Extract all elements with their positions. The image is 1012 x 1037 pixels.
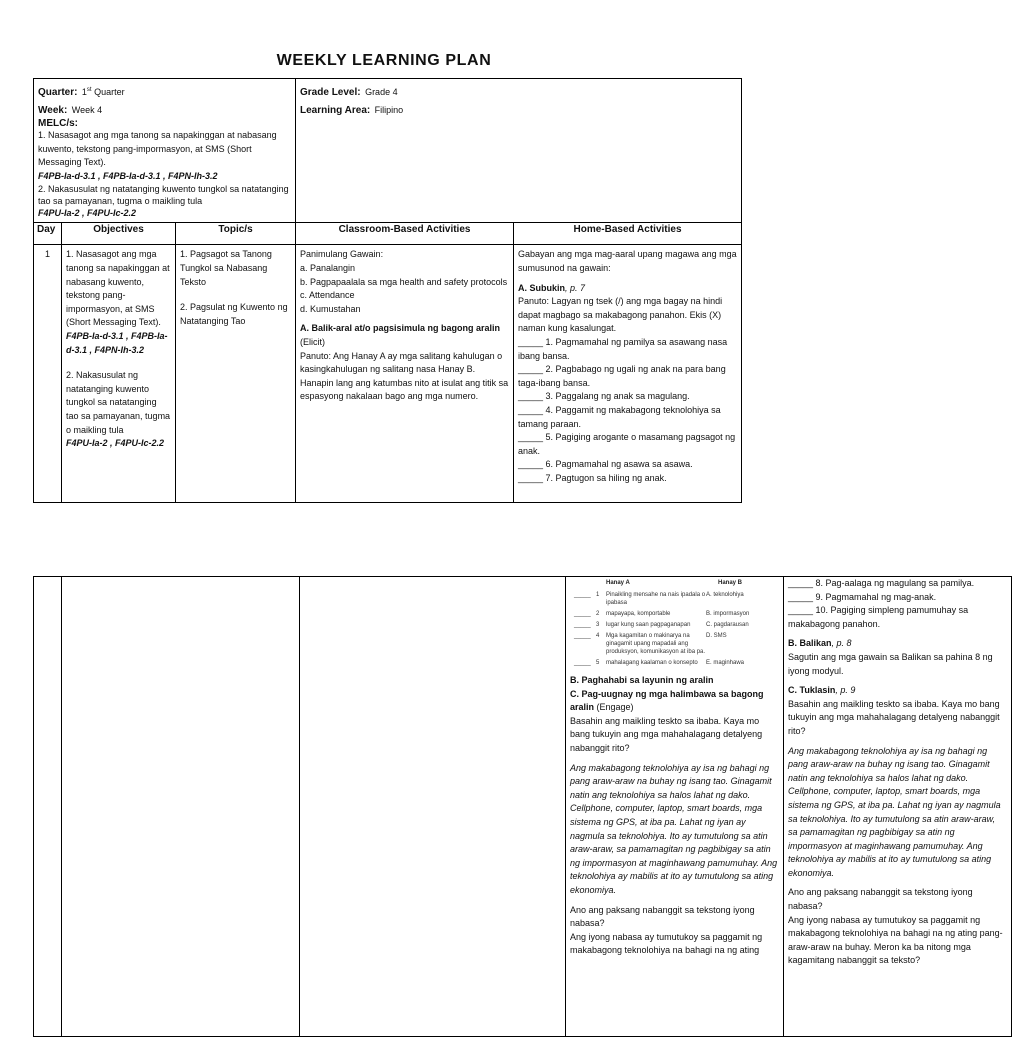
info-left-cell [34, 79, 296, 223]
matching-row: _____ 4 Mga kagamitan o makinarya na ginagamit upang mapadali ang produksyon, komunikasyon at iba pa. D. SMS [574, 633, 727, 655]
week-label: Week: [38, 105, 68, 116]
topic-1: 1. Pagsagot sa Tanong Tungkol sa Nabasang Teksto [180, 249, 272, 287]
header-home: Home-Based Activities [514, 223, 742, 245]
page-title: WEEKLY LEARNING PLAN [276, 52, 492, 69]
classroom-intro: Panimulang Gawain: [300, 249, 384, 260]
classroom-cell [296, 245, 514, 503]
week-value: Week 4 [71, 105, 103, 115]
home-item-7: _____ 7. Pagtugon sa hiling ng anak. [518, 472, 667, 483]
day-cell: 1 [34, 245, 62, 503]
quarter-label: Quarter: [38, 87, 78, 98]
plan-table-page-2 [33, 576, 1012, 1037]
home-section-b-heading: B. Balikan, p. 8 [788, 638, 852, 649]
melc-2: 2. Nakasusulat ng natatanging kuwento tungkol sa natatanging tao sa pamayanan, tugma o maikling tula [38, 184, 289, 207]
topics-cell [176, 245, 296, 503]
classroom-passage: Ang makabagong teknolohiya ay isa ng bahagi ng pang araw-araw na buhay ng isang tao. Ginagamit natin ang teknolohiya sa halos lahat ng dako. Cellphone, computer, laptop, smart boards, mga sistema ng GPS, at iba pa. Lahat ng iyan ay nagmula sa teknolohiya. Ito ay tumutulong sa atin araw-araw, sa pamamagitan ng pagbibigay sa atin ng impormasyon at maginhawang pamumuhay. Ang teknolohiya ay mabilis at ito ay tumutulong sa ating ekonomiya. [570, 762, 778, 895]
home-section-c-text: Basahin ang maikling teskto sa ibaba. Kaya mo bang tukuyin ang mga mahahalagang detalyeng nabanggit rito? [788, 698, 1000, 736]
home-section-a-heading: A. Subukin, p. 7 [518, 282, 586, 293]
quarter-value: 1st Quarter [81, 87, 125, 97]
classroom-section-b-title: B. Paghahabi sa layunin ng aralin [570, 675, 714, 685]
classroom-section-a-text: Panuto: Ang Hanay A ay mga salitang kahulugan o kasingkahulugan ng salitang nasa Hanay B. Hanapin lang ang katumbas nito at isulat ang titik sa espasyong nakalaan bago ang mga numero. [300, 350, 509, 402]
classroom-item-c: c. Attendance [300, 290, 355, 301]
info-right-cell [296, 79, 742, 223]
home-question-1: Ano ang paksang nabanggit sa tekstong iyong nabasa? [788, 887, 973, 912]
objectives-cell-continued [62, 577, 300, 1037]
home-item-3: _____ 3. Paggalang ng anak sa magulang. [518, 391, 690, 402]
home-item-8: _____ 8. Pag-aalaga ng magulang sa pamilya. [788, 578, 975, 588]
header-classroom: Classroom-Based Activities [296, 223, 514, 245]
area-label: Learning Area: [300, 105, 371, 116]
header-day: Day [34, 223, 62, 245]
classroom-question-2: Ang iyong nabasa ay tumutukoy sa paggamit ng makabagong teknolohiya na bahagi na ng ating [570, 931, 763, 956]
grade-label: Grade Level: [300, 87, 361, 98]
classroom-section-a-elicit: (Elicit) [300, 336, 326, 347]
header-objectives: Objectives [62, 223, 176, 245]
home-item-6: _____ 6. Pagmamahal ng asawa sa asawa. [518, 459, 693, 470]
objective-1: 1. Nasasagot ang mga tanong sa napakinggan at nabasang kuwento, tekstong pang-impormasyon, at SMS (Short Messaging Text). [66, 249, 170, 328]
topic-2: 2. Pagsulat ng Kuwento ng Natatanging Tao [180, 302, 288, 326]
home-item-2: _____ 2. Pagbabago ng ugali ng anak na para bang taga-ibang bansa. [518, 364, 726, 388]
classroom-question-1: Ano ang paksang nabanggit sa tekstong iyong nabasa? [570, 904, 755, 929]
home-section-c-heading: C. Tuklasin, p. 9 [788, 685, 856, 696]
matching-header-b: Hanay B [718, 580, 743, 586]
home-item-4: _____ 4. Paggamit ng makabagong teknolohiya sa tamang paraan. [518, 404, 721, 429]
objectives-cell [62, 245, 176, 503]
day-cell-continued [34, 577, 62, 1037]
classroom-section-c-heading: C. Pag-uugnay ng mga halimbawa sa bagong aralin (Engage) [570, 688, 764, 713]
matching-header-a: Hanay A [606, 580, 630, 586]
home-item-9: _____ 9. Pagmamahal ng mag-anak. [788, 591, 937, 602]
home-section-a-text: Panuto: Lagyan ng tsek (/) ang mga bagay na hindi dapat magbago sa makabagong panahon. Ekis (X) naman kung kasalungat. [518, 296, 723, 334]
home-cell [514, 245, 742, 503]
area-value: Filipino [374, 105, 404, 115]
classroom-section-a-title: A. Balik-aral at/o pagsisimula ng bagong aralin [300, 323, 501, 334]
classroom-cell-continued [566, 577, 784, 1037]
home-intro: Gabayan ang mga mag-aaral upang magawa ang mga sumusunod na gawain: [518, 249, 737, 273]
matching-row: _____ 2 mapayapa, komportable B. impormasyon [574, 611, 750, 617]
objective-2: 2. Nakasusulat ng natatanging kuwento tungkol sa natatanging tao sa pamayanan, tugma o maikling tula [66, 370, 171, 435]
home-item-5: _____ 5. Pagiging arogante o masamang pagsagot ng anak. [518, 432, 736, 456]
home-question-2: Ang iyong nabasa ay tumutukoy sa paggamit ng makabagong teknolohiya na bahagi na ng ating pang-araw-araw na buhay. Meron ka ba nitong mga kagamitang nabanggit sa teksto? [788, 914, 1003, 966]
melc-label: MELC/s: [38, 118, 78, 129]
melc-2-codes: F4PU-Ia-2 , F4PU-Ic-2.2 [38, 208, 137, 219]
home-cell-continued [784, 577, 1012, 1037]
home-passage: Ang makabagong teknolohiya ay isa ng bahagi ng pang araw-araw na buhay ng isang tao. Ginagamit natin ang teknolohiya sa halos lahat ng dako. Cellphone, computer, laptop, smart boards, mga sistema ng GPS, at iba pa. Lahat ng iyan ay nagmula sa teknolohiya. Ito ay tumutulong sa atin araw-araw, sa pamamagitan ng pagbibigay sa atin ng impormasyon at maginhawang pamumuhay. Ang teknolohiya ay mabilis at ito ay tumutulong sa ating ekonomiya. [788, 745, 1001, 878]
matching-row: _____ 3 lugar kung saan pagpaganapan C. pagdarausan [574, 622, 749, 628]
melc-1: 1. Nasasagot ang mga tanong sa napakinggan at nabasang kuwento, tekstong pang-impormasyon, at SMS (Short Messaging Text). [38, 130, 277, 168]
header-topics: Topic/s [176, 223, 296, 245]
classroom-section-c-text: Basahin ang maikling teskto sa ibaba. Kaya mo bang tukuyin ang mga mahahalagang detalyeng nabanggit rito? [570, 715, 763, 753]
topics-cell-continued [300, 577, 566, 1037]
matching-exercise-image [566, 577, 779, 667]
classroom-item-d: d. Kumustahan [300, 303, 361, 314]
objective-1-codes: F4PB-Ia-d-3.1 , F4PB-Ia-d-3.1 , F4PN-Ih-3.2 [66, 330, 168, 355]
matching-row: _____ 5 mahalagang kaalaman o konsepto E. maginhawa [574, 660, 745, 666]
objective-2-codes: F4PU-Ia-2 , F4PU-Ic-2.2 [66, 438, 165, 449]
home-section-b-text: Sagutin ang mga gawain sa Balikan sa pahina 8 ng iyong modyul. [788, 651, 993, 676]
matching-row: _____ 1 Pinaikling mensahe na nais ipadala o ipabasa A. teknolohiya [574, 592, 744, 606]
classroom-item-a: a. Panalangin [300, 262, 356, 273]
grade-value: Grade 4 [365, 87, 398, 97]
home-item-1: _____ 1. Pagmamahal ng pamilya sa asawang nasa ibang bansa. [518, 336, 728, 361]
plan-table-page-1 [33, 78, 742, 503]
melc-1-codes: F4PB-Ia-d-3.1 , F4PB-Ia-d-3.1 , F4PN-Ih-3.2 [38, 170, 218, 181]
classroom-item-b: b. Pagpapaalala sa mga health and safety protocols [300, 276, 508, 287]
home-item-10: _____ 10. Pagiging simpleng pamumuhay sa makabagong panahon. [788, 605, 969, 629]
